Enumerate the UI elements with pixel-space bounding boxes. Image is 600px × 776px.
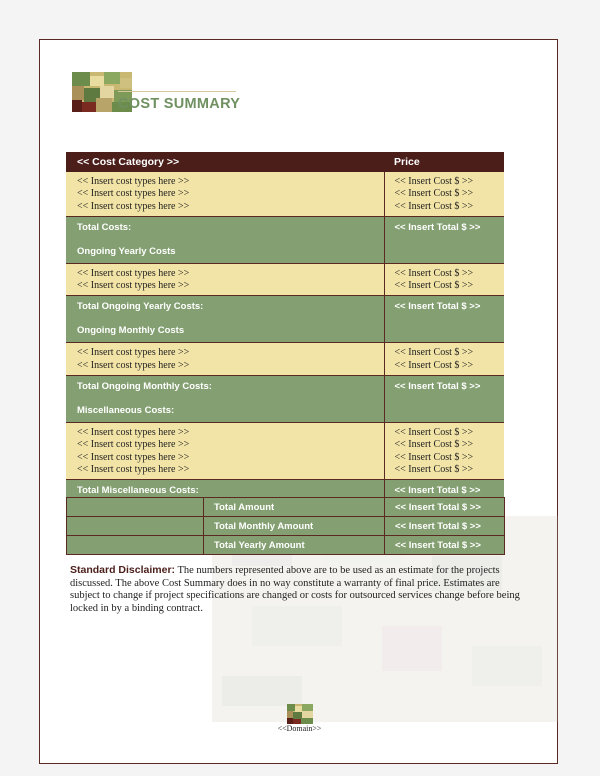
title-divider: [118, 91, 236, 92]
cost-type-item[interactable]: << Insert cost types here >>: [77, 451, 190, 463]
table-row: [66, 263, 504, 296]
cost-price-item[interactable]: << Insert Cost $ >>: [394, 439, 474, 451]
total-label: Total Miscellaneous Costs:: [77, 485, 199, 497]
cost-price-item[interactable]: << Insert Cost $ >>: [394, 359, 474, 371]
total-label: Total Costs:: [77, 221, 132, 233]
cost-price-item[interactable]: << Insert Cost $ >>: [394, 200, 474, 212]
footer-camouflage-logo: [287, 704, 313, 724]
summary-spacer: [67, 517, 204, 536]
summary-table: [66, 497, 505, 555]
summary-spacer: [67, 498, 204, 517]
cost-type-item[interactable]: << Insert cost types here >>: [77, 359, 190, 371]
cost-type-item[interactable]: << Insert cost types here >>: [77, 280, 190, 292]
total-row: [66, 376, 504, 423]
table-row: [66, 343, 504, 376]
total-value[interactable]: << Insert Total $ >>: [384, 480, 504, 502]
summary-value[interactable]: << Insert Total $ >>: [385, 517, 505, 536]
cost-table: [66, 152, 504, 502]
section-heading: Miscellaneous Costs:: [77, 405, 175, 417]
cost-price-item[interactable]: << Insert Cost $ >>: [394, 267, 474, 279]
disclaimer-heading: Standard Disclaimer:: [70, 564, 176, 576]
summary-spacer: [67, 536, 204, 555]
total-row: [66, 216, 504, 263]
footer-domain[interactable]: <<Domain>>: [277, 724, 322, 733]
cost-price-item[interactable]: << Insert Cost $ >>: [394, 427, 474, 439]
summary-row: [67, 498, 505, 517]
disclaimer-paragraph: [70, 564, 530, 615]
cost-type-item[interactable]: << Insert cost types here >>: [77, 427, 190, 439]
cost-price-item[interactable]: << Insert Cost $ >>: [394, 347, 474, 359]
cost-type-item[interactable]: << Insert cost types here >>: [77, 439, 190, 451]
disclaimer-text: The numbers represented above are to be used as an estimate for the projects discussed. The above Cost Summary does in no way constitute a warranty of final price. Estimates are subject to change if project specifications are changed or costs for outsourced services change before being locked in by a binding contract.: [70, 565, 520, 614]
summary-label: Total Monthly Amount: [204, 517, 385, 536]
header-category: << Cost Category >>: [66, 152, 384, 172]
summary-row: [67, 517, 505, 536]
total-value[interactable]: << Insert Total $ >>: [384, 216, 504, 263]
document-page: [39, 39, 558, 764]
summary-row: [67, 536, 505, 555]
section-heading: Ongoing Yearly Costs: [77, 245, 176, 257]
table-row: [66, 423, 504, 480]
table-header-row: [66, 152, 504, 172]
summary-label: Total Yearly Amount: [204, 536, 385, 555]
cost-type-item[interactable]: << Insert cost types here >>: [77, 188, 190, 200]
cost-type-item[interactable]: << Insert cost types here >>: [77, 176, 190, 187]
header-price: Price: [384, 152, 504, 172]
total-label: Total Ongoing Monthly Costs:: [77, 381, 212, 393]
cost-type-item[interactable]: << Insert cost types here >>: [77, 200, 190, 212]
cost-price-item[interactable]: << Insert Cost $ >>: [394, 280, 474, 292]
summary-label: Total Amount: [204, 498, 385, 517]
cost-price-item[interactable]: << Insert Cost $ >>: [394, 188, 474, 200]
cost-type-item[interactable]: << Insert cost types here >>: [77, 463, 190, 475]
section-heading: Ongoing Monthly Costs: [77, 325, 185, 337]
cost-price-item[interactable]: << Insert Cost $ >>: [394, 463, 474, 475]
page-title: COST SUMMARY: [118, 96, 241, 112]
cost-price-item[interactable]: << Insert Cost $ >>: [394, 451, 474, 463]
summary-value[interactable]: << Insert Total $ >>: [385, 536, 505, 555]
total-value[interactable]: << Insert Total $ >>: [384, 296, 504, 343]
summary-value[interactable]: << Insert Total $ >>: [385, 498, 505, 517]
cost-type-item[interactable]: << Insert cost types here >>: [77, 267, 190, 279]
total-label: Total Ongoing Yearly Costs:: [77, 301, 204, 313]
table-row: [66, 172, 504, 216]
cost-type-item[interactable]: << Insert cost types here >>: [77, 347, 190, 359]
cost-price-item[interactable]: << Insert Cost $ >>: [394, 176, 474, 187]
total-value[interactable]: << Insert Total $ >>: [384, 376, 504, 423]
total-row: [66, 296, 504, 343]
